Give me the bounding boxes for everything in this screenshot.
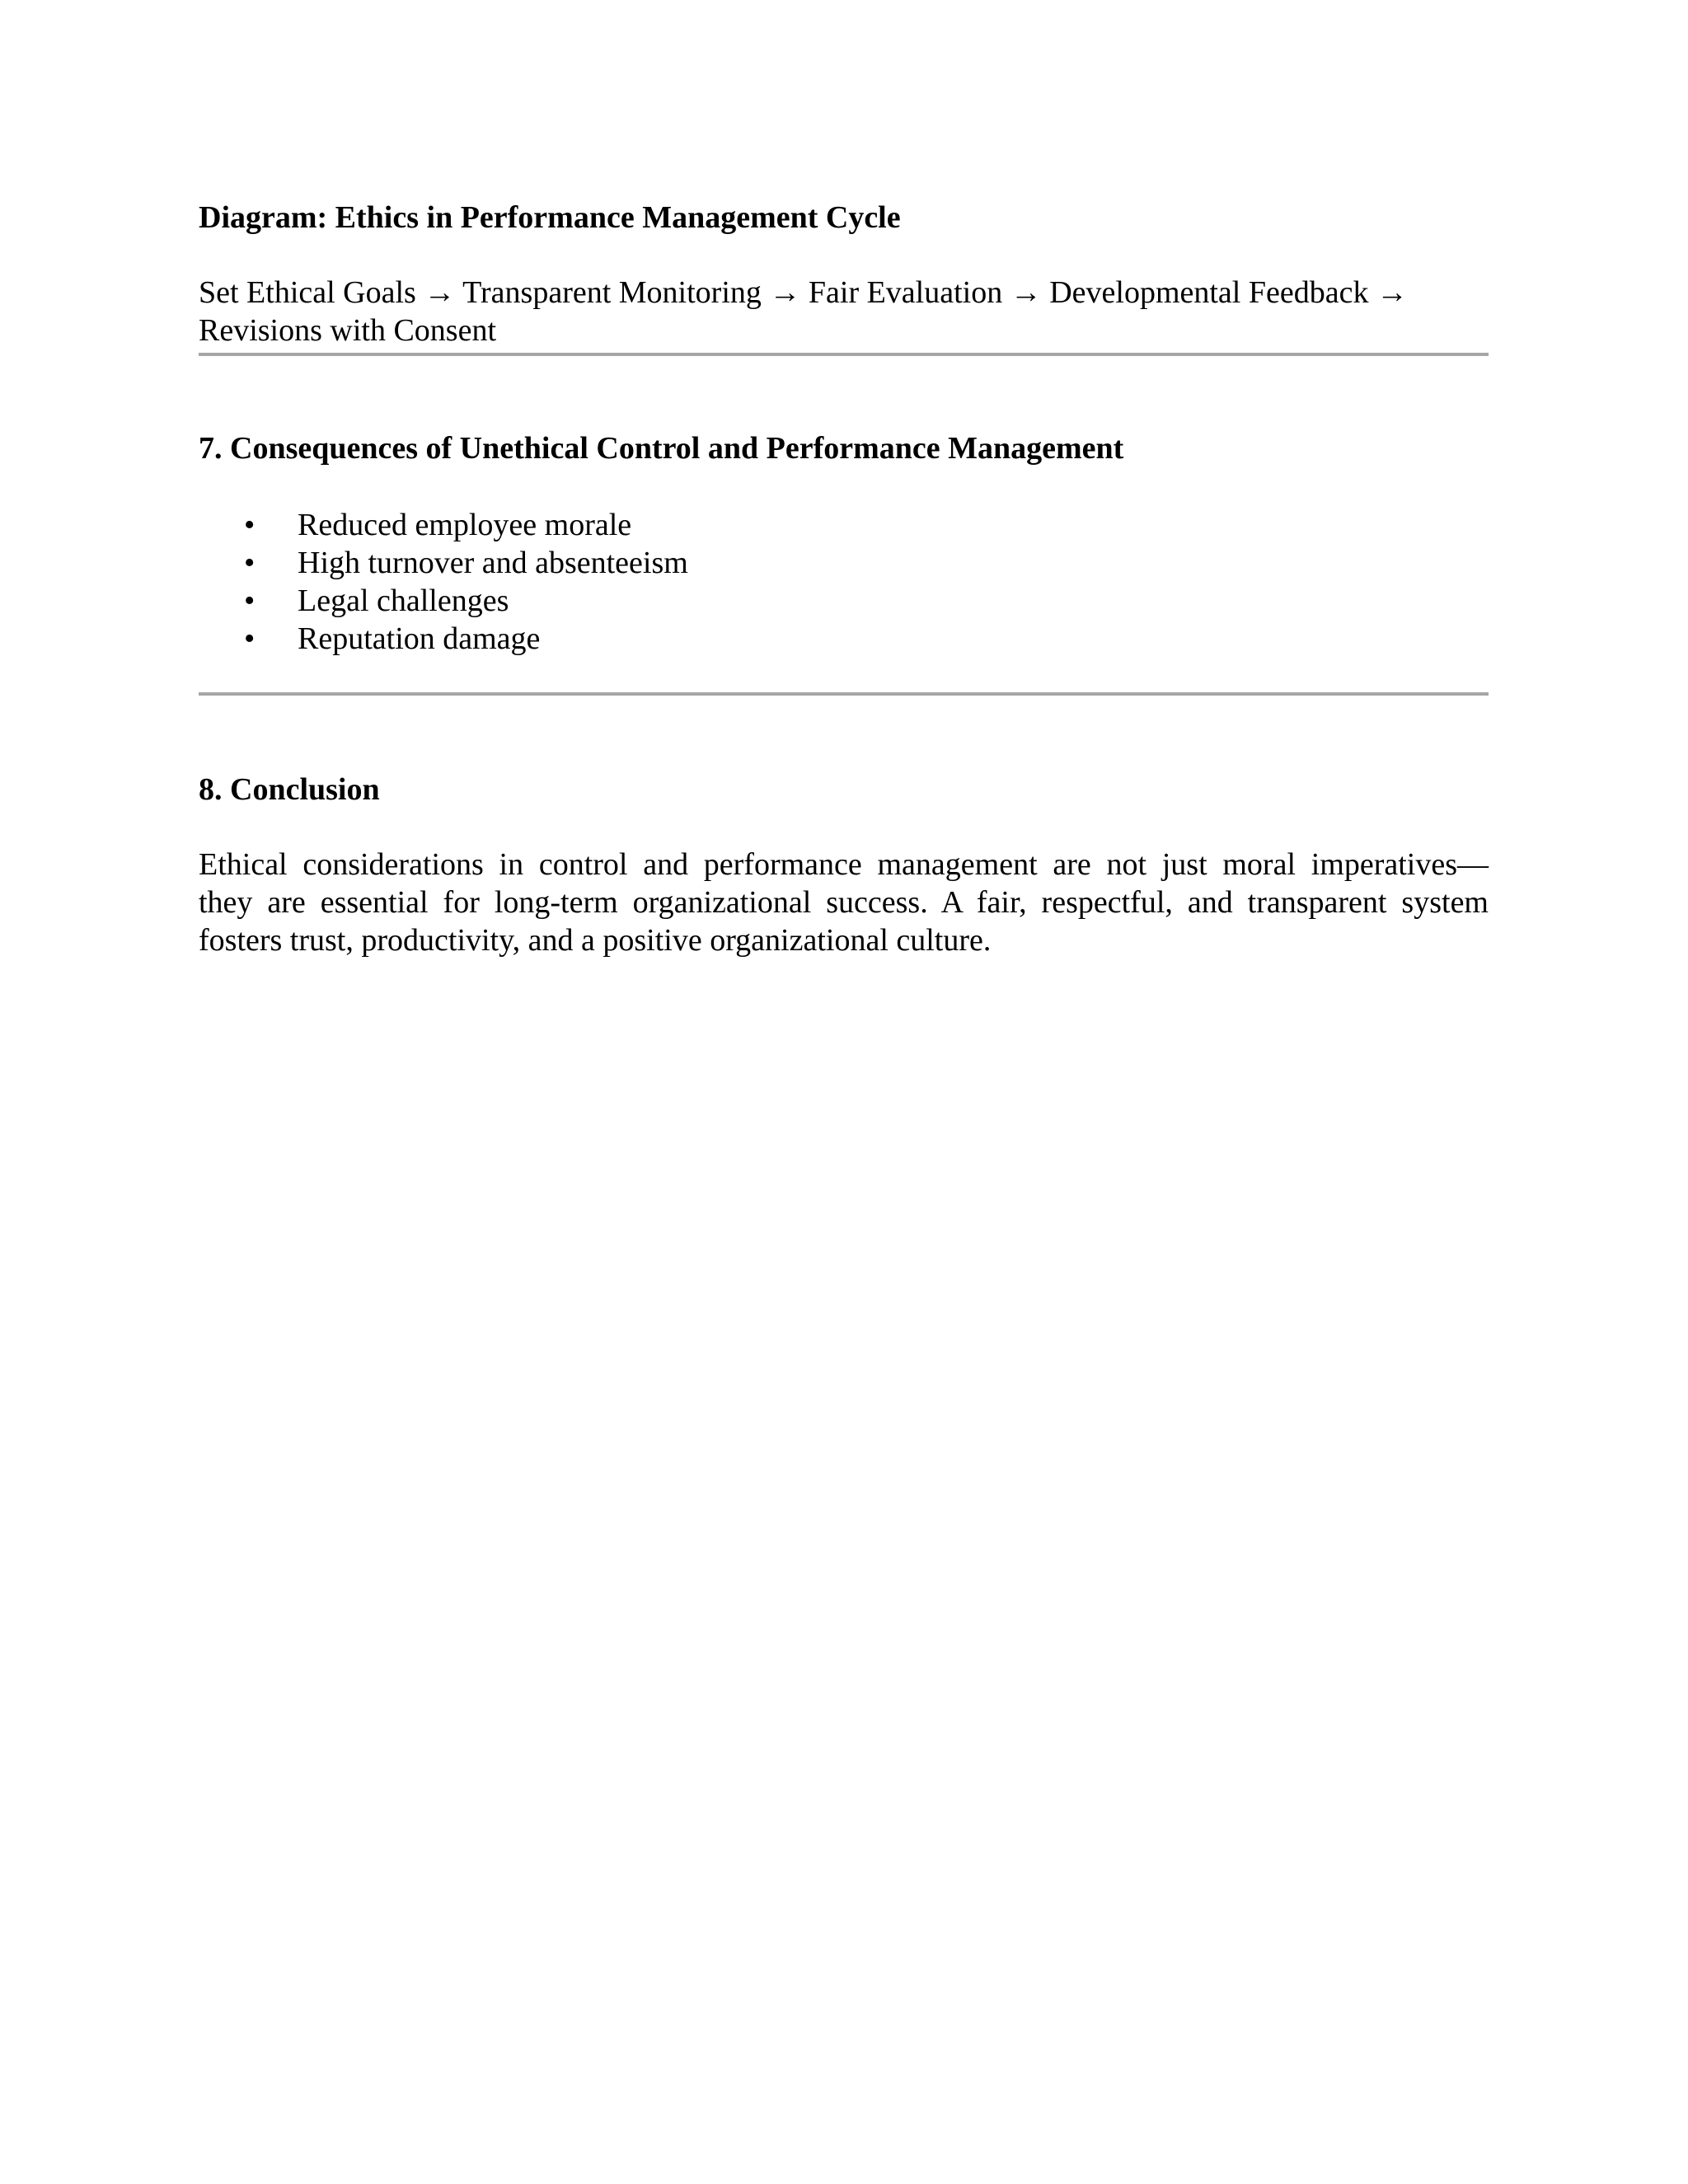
horizontal-divider [199,692,1489,696]
diagram-title: Diagram: Ethics in Performance Management Cycle [199,200,901,235]
diagram-flow-line-2: Revisions with Consent [199,313,497,348]
section-heading-conclusion: 8. Conclusion [199,772,380,807]
bullet-icon: • [244,546,256,580]
list-item [199,506,1489,544]
conclusion-line-3: fosters trust, productivity, and a positive organizational culture. [199,923,992,958]
consequences-list [199,506,1489,658]
horizontal-divider [199,353,1489,356]
list-item [199,620,1489,658]
list-item-text: Reduced employee morale [298,508,632,542]
list-item-text: Legal challenges [298,583,509,618]
conclusion-line-1: Ethical considerations in control and performance management are not just moral imperatives— [199,847,1489,882]
bullet-icon: • [244,583,256,618]
list-item-text: Reputation damage [298,621,541,656]
list-item-text: High turnover and absenteeism [298,546,688,580]
diagram-flow-line-1: Set Ethical Goals → Transparent Monitoring → Fair Evaluation → Developmental Feedback → [199,275,1408,310]
conclusion-paragraph [199,846,1489,959]
list-item [199,582,1489,620]
diagram-flow [199,274,1489,349]
bullet-icon: • [244,621,256,656]
bullet-icon: • [244,508,256,542]
conclusion-line-2: they are essential for long-term organizational success. A fair, respectful, and transparent system [199,885,1489,920]
list-item [199,544,1489,582]
document-page [199,198,1489,959]
section-heading-consequences: 7. Consequences of Unethical Control and Performance Management [199,431,1124,466]
